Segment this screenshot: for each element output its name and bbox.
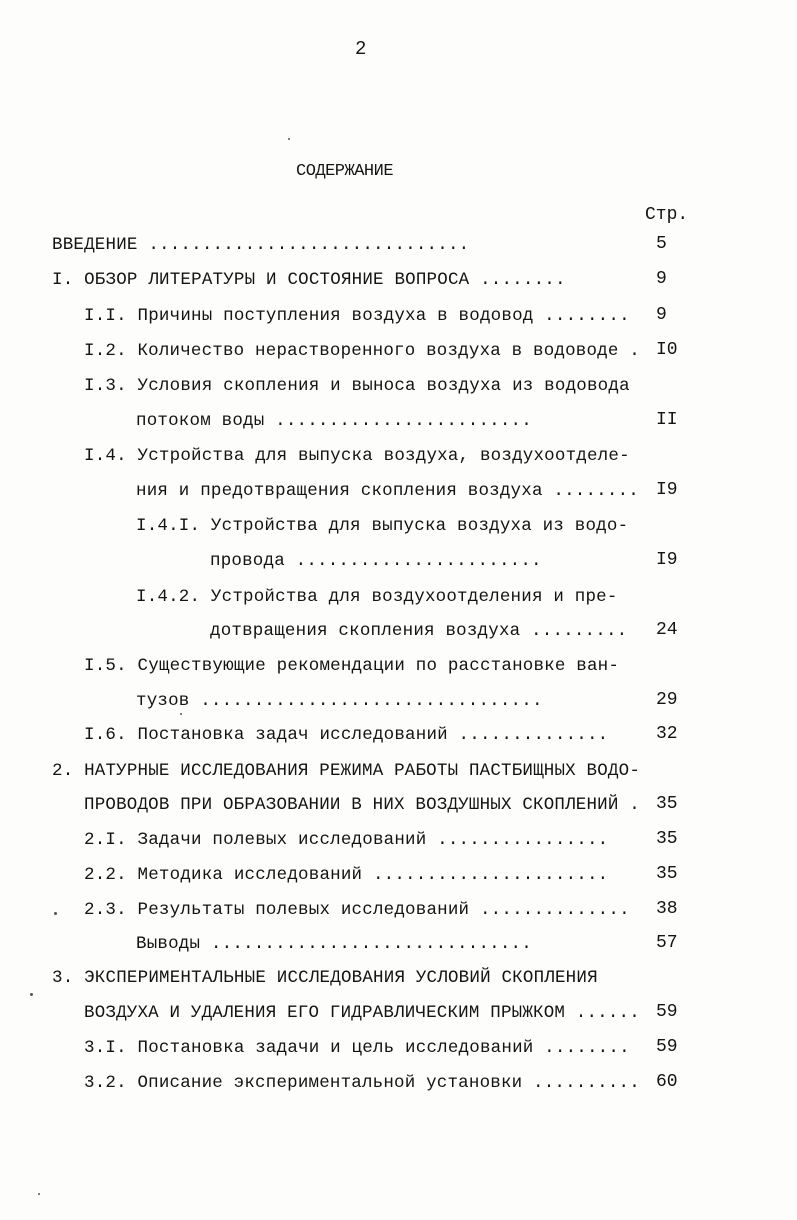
toc-entry-page: I9 [656, 480, 678, 500]
scan-speck [180, 713, 182, 715]
toc-entry: 2. НАТУРНЫЕ ИССЛЕДОВАНИЯ РЕЖИМА РАБОТЫ ПАСТБИЩНЫХ ВОДО- [52, 761, 641, 781]
scan-speck [30, 993, 33, 996]
toc-entry-page: 59 [656, 1002, 678, 1022]
toc-entry-page: 35 [656, 794, 678, 814]
toc-entry: тузов ................................ [136, 691, 543, 711]
toc-entry-page: II [656, 410, 678, 430]
toc-entry-page: 5 [656, 234, 667, 254]
toc-entry: I.2. Количество нерастворенного воздуха в водоводе . [84, 341, 640, 361]
toc-entry-page: I9 [656, 550, 678, 570]
scan-speck [54, 912, 57, 915]
toc-entry: провода ....................... [210, 551, 542, 571]
toc-entry-page: 29 [656, 690, 678, 710]
toc-entry: потоком воды ........................ [136, 411, 532, 431]
toc-entry: ния и предотвращения скопления воздуха ........ [136, 481, 639, 501]
page-number: 2 [355, 38, 367, 60]
toc-entry-page: 60 [656, 1072, 678, 1092]
toc-entry: I.6. Постановка задач исследований .............. [84, 725, 609, 745]
toc-entry: ПРОВОДОВ ПРИ ОБРАЗОВАНИИ В НИХ ВОЗДУШНЫХ СКОПЛЕНИЙ . [84, 795, 640, 815]
toc-entry-page: 59 [656, 1037, 678, 1057]
toc-entry-page: 38 [656, 899, 678, 919]
toc-entry: 2.I. Задачи полевых исследований ................ [84, 830, 609, 850]
toc-entry: I.4.2. Устройства для воздухоотделения и пре- [136, 587, 618, 607]
toc-entry-page: 9 [656, 269, 667, 289]
toc-entry: 3. ЭКСПЕРИМЕНТАЛЬНЫЕ ИССЛЕДОВАНИЯ УСЛОВИЙ СКОПЛЕНИЯ [52, 968, 598, 988]
toc-entry: I.5. Существующие рекомендации по расстановке ван- [84, 656, 620, 676]
toc-entry: I.4.I. Устройства для выпуска воздуха из водо- [136, 516, 629, 536]
scan-speck [38, 1193, 40, 1195]
toc-entry-page: 57 [656, 933, 678, 953]
toc-entry: ВОЗДУХА И УДАЛЕНИЯ ЕГО ГИДРАВЛИЧЕСКИМ ПРЫЖКОМ ...... [84, 1003, 640, 1023]
toc-entry-page: I0 [656, 340, 678, 360]
toc-entry: 3.2. Описание экспериментальной установки .......... [84, 1073, 640, 1093]
toc-entry-page: 24 [656, 620, 678, 640]
toc-entry: 3.I. Постановка задачи и цель исследований ........ [84, 1038, 630, 1058]
toc-entry: дотвращения скопления воздуха ......... [210, 621, 628, 641]
toc-entry: I.I. Причины поступления воздуха в водовод ........ [84, 306, 630, 326]
page-column-label: Стр. [645, 205, 689, 225]
toc-entry-page: 9 [656, 305, 667, 325]
toc-entry-page: 32 [656, 724, 678, 744]
toc-entry: I.3. Условия скопления и выноса воздуха из водовода [84, 376, 630, 396]
scan-speck [288, 138, 290, 140]
toc-entry: Выводы .............................. [136, 934, 532, 954]
toc-entry: ВВЕДЕНИЕ .............................. [52, 235, 470, 255]
toc-entry-page: 35 [656, 829, 678, 849]
toc-entry: I.4. Устройства для выпуска воздуха, воздухоотделе- [84, 446, 630, 466]
toc-title: СОДЕРЖАНИЕ [296, 162, 394, 181]
toc-entry-page: 35 [656, 864, 678, 884]
toc-entry: 2.2. Методика исследований ...................... [84, 865, 609, 885]
toc-entry: 2.3. Результаты полевых исследований .............. [84, 900, 630, 920]
toc-entry: I. ОБЗОР ЛИТЕРАТУРЫ И СОСТОЯНИЕ ВОПРОСА ........ [52, 270, 566, 290]
